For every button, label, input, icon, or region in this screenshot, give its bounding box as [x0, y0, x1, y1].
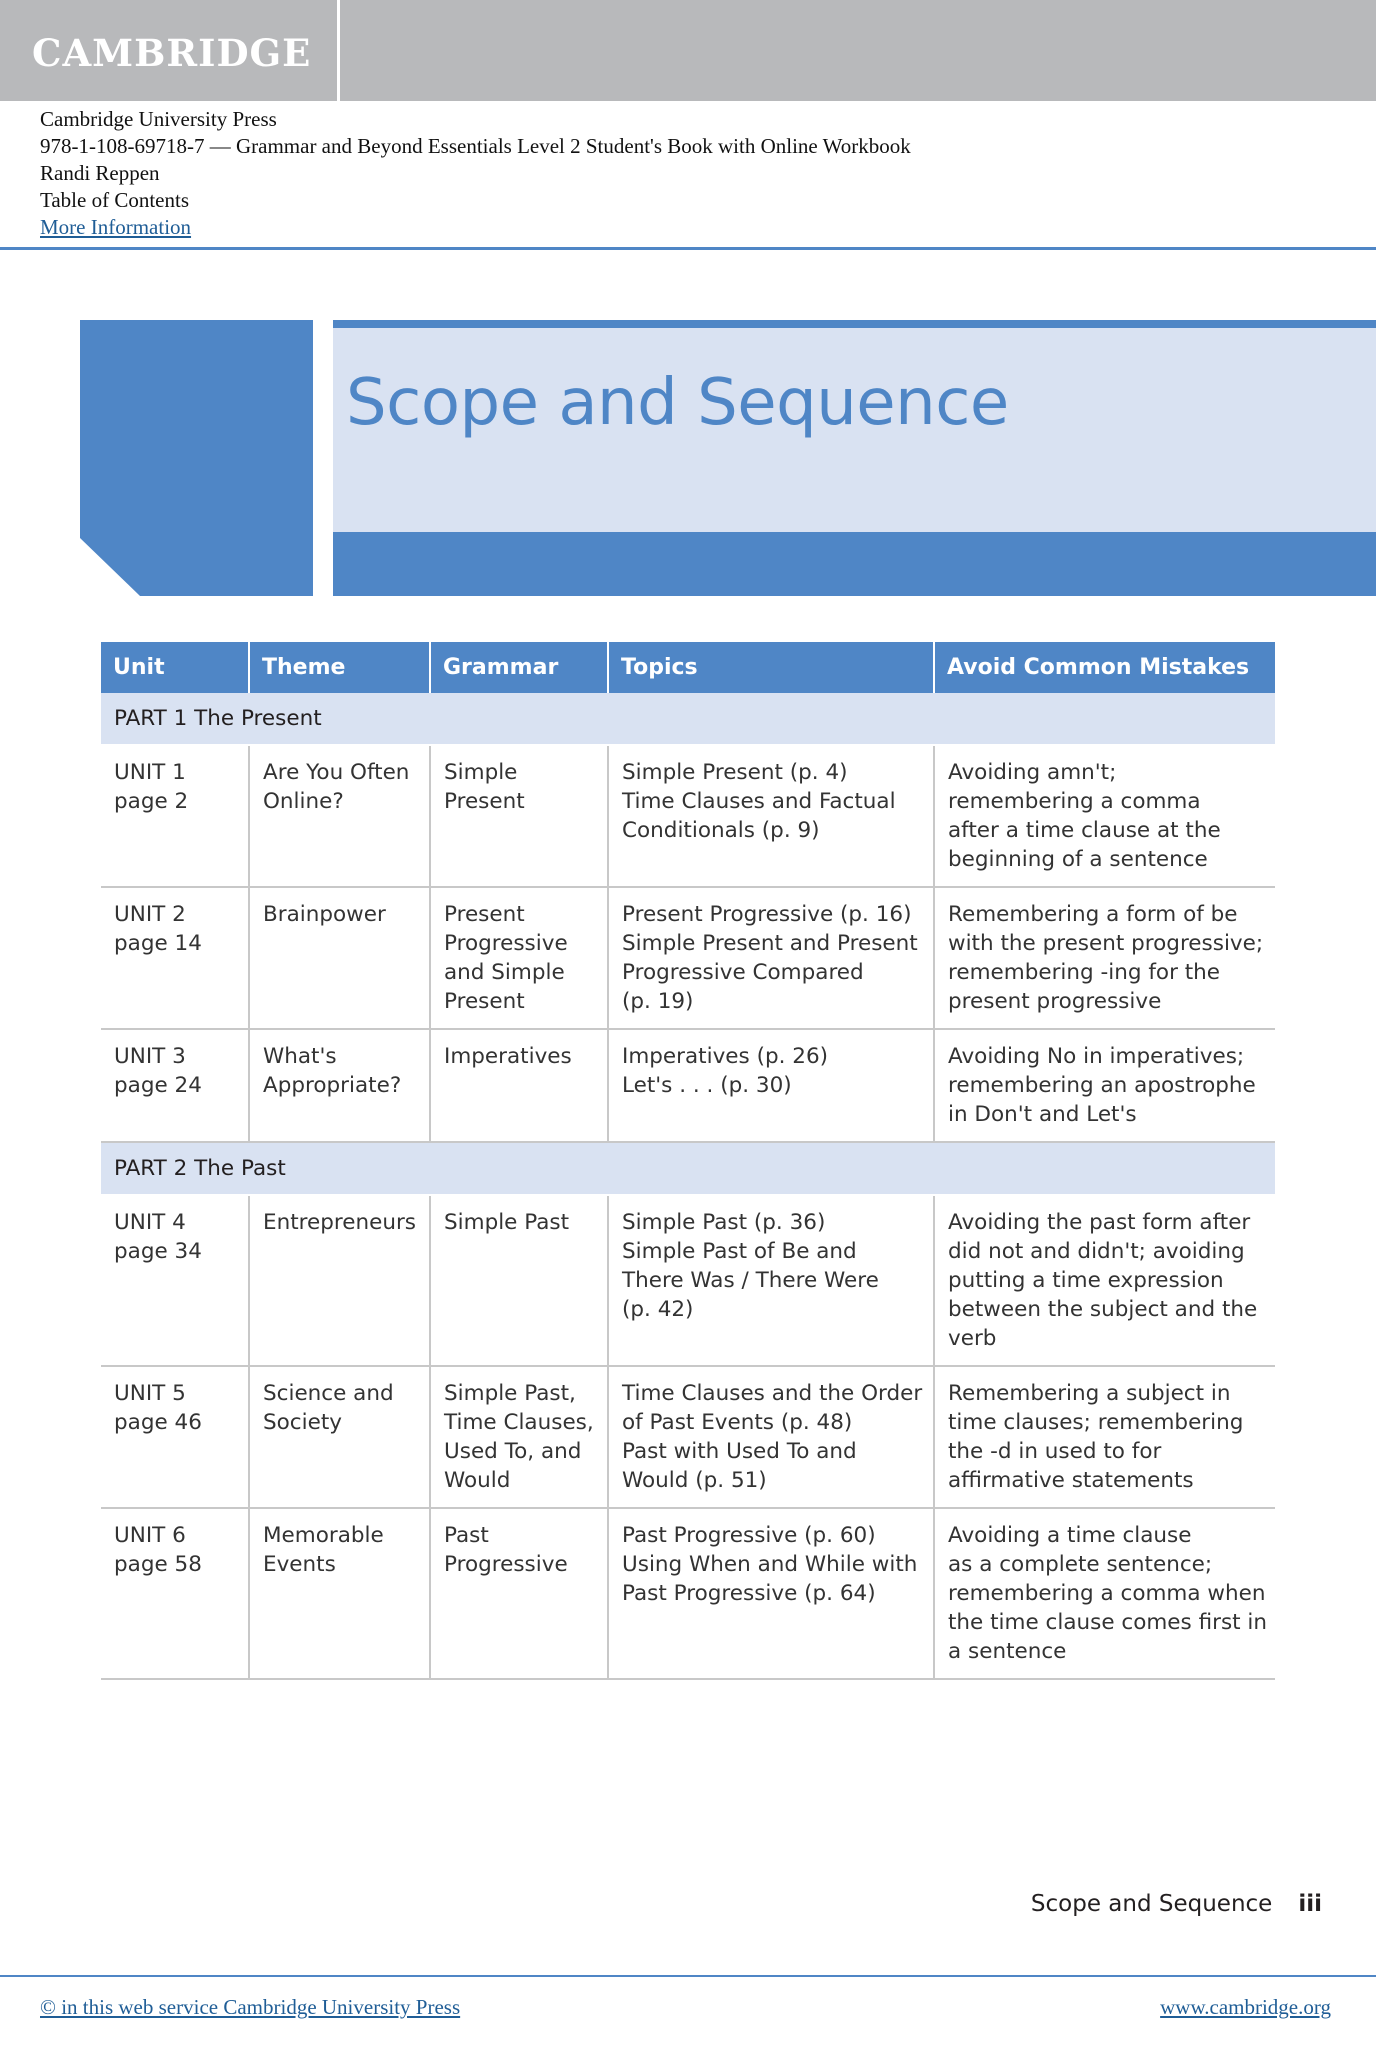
theme-line: Appropriate? [263, 1073, 402, 1098]
header-theme: Theme [249, 642, 430, 693]
grammar-line: Simple Past [444, 1210, 570, 1235]
mistakes-line: Avoiding a time clause [948, 1523, 1192, 1548]
unit-label: UNIT 4 [114, 1210, 186, 1235]
copyright-link[interactable]: © in this web service Cambridge University Press [40, 1995, 461, 2019]
topics-cell [608, 887, 934, 1029]
grammar-cell [430, 1508, 608, 1679]
grammar-line: Present [444, 902, 525, 927]
header-topics: Topics [608, 642, 934, 693]
mistakes-line: present progressive [948, 989, 1162, 1014]
mistakes-cell [934, 1366, 1275, 1508]
theme-cell [249, 1029, 430, 1142]
unit-page: page 58 [114, 1552, 202, 1577]
topics-line: Using When and While with [622, 1552, 918, 1577]
theme-cell [249, 1366, 430, 1508]
theme-line: Are You Often [263, 760, 410, 785]
unit-label: UNIT 1 [114, 760, 186, 785]
part-label: PART 1 The Present [101, 693, 1275, 745]
theme-line: Entrepreneurs [263, 1210, 416, 1235]
mistakes-line: Remembering a form of be [948, 902, 1238, 927]
mistakes-line: affirmative statements [948, 1468, 1194, 1493]
header-unit: Unit [101, 642, 249, 693]
author-line: Randi Reppen [40, 161, 160, 185]
grammar-cell [430, 1029, 608, 1142]
grammar-line: Progressive [444, 1552, 568, 1577]
mistakes-line: as a complete sentence; [948, 1552, 1213, 1577]
page-number: iii [1298, 1891, 1322, 1917]
topics-line: Past Progressive (p. 64) [622, 1581, 876, 1606]
theme-line: Memorable [263, 1523, 384, 1548]
unit-label: UNIT 6 [114, 1523, 186, 1548]
theme-cell [249, 1508, 430, 1679]
topics-cell [608, 1508, 934, 1679]
footer-divider [0, 1975, 1376, 1977]
grammar-cell [430, 1195, 608, 1366]
header-grammar: Grammar [430, 642, 608, 693]
grammar-cell [430, 1366, 608, 1508]
unit-cell [101, 1508, 249, 1679]
grammar-cell [430, 887, 608, 1029]
header-divider [0, 247, 1376, 250]
grammar-line: and Simple [444, 960, 565, 985]
unit-label: UNIT 5 [114, 1381, 186, 1406]
theme-line: Science and [263, 1381, 394, 1406]
page-title: Scope and Sequence [346, 366, 1009, 440]
grammar-line: Past [444, 1523, 489, 1548]
topics-cell [608, 1195, 934, 1366]
mistakes-line: Remembering a subject in [948, 1381, 1231, 1406]
theme-cell [249, 1195, 430, 1366]
unit-page: page 14 [114, 931, 202, 956]
topics-line: of Past Events (p. 48) [622, 1410, 853, 1435]
topics-cell [608, 1029, 934, 1142]
topics-cell [608, 1366, 934, 1508]
unit-cell [101, 745, 249, 887]
mistakes-cell [934, 1195, 1275, 1366]
grammar-line: Present [444, 789, 525, 814]
grammar-line: Time Clauses, [444, 1410, 594, 1435]
theme-line: Online? [263, 789, 344, 814]
grammar-cell [430, 745, 608, 887]
banner-accent-block [80, 320, 313, 596]
publisher-line: Cambridge University Press [40, 107, 277, 131]
theme-line: Society [263, 1410, 342, 1435]
mistakes-line: verb [948, 1326, 997, 1351]
topics-line: Simple Past of Be and [622, 1239, 857, 1264]
mistakes-cell [934, 745, 1275, 887]
unit-page: page 24 [114, 1073, 202, 1098]
topics-line: Past Progressive (p. 60) [622, 1523, 876, 1548]
grammar-line: Imperatives [444, 1044, 572, 1069]
mistakes-line: remembering an apostrophe [948, 1073, 1256, 1098]
topics-line: Conditionals (p. 9) [622, 818, 820, 843]
unit-label: UNIT 2 [114, 902, 186, 927]
unit-cell [101, 1366, 249, 1508]
mistakes-line: the time clause comes first in [948, 1610, 1268, 1635]
mistakes-line: Avoiding the past form after [948, 1210, 1251, 1235]
logo-box [0, 0, 340, 101]
table-row [101, 1195, 1275, 1366]
table-row [101, 1029, 1275, 1142]
banner-top-stripe [333, 320, 1376, 328]
part-row [101, 1142, 1275, 1195]
table-header-row [101, 642, 1275, 693]
book-metadata [40, 106, 911, 241]
theme-line: Brainpower [263, 902, 386, 927]
scope-sequence-table [101, 642, 1275, 1680]
mistakes-line: Avoiding amn't; [948, 760, 1117, 785]
grammar-line: Simple [444, 760, 518, 785]
mistakes-cell [934, 887, 1275, 1029]
topics-line: Past with Used To and [622, 1439, 857, 1464]
website-link[interactable]: www.cambridge.org [1160, 1995, 1331, 2019]
table-row [101, 1508, 1275, 1679]
unit-label: UNIT 3 [114, 1044, 186, 1069]
mistakes-line: with the present progressive; [948, 931, 1264, 956]
unit-page: page 34 [114, 1239, 202, 1264]
mistakes-line: after a time clause at the [948, 818, 1221, 843]
table-body [101, 693, 1275, 1679]
mistakes-line: the -d in used to for [948, 1439, 1162, 1464]
isbn-title-line: 978-1-108-69718-7 — Grammar and Beyond Essentials Level 2 Student's Book with Online Workbook [40, 134, 911, 158]
grammar-line: Would [444, 1468, 511, 1493]
mistakes-line: putting a time expression [948, 1268, 1224, 1293]
unit-cell [101, 1029, 249, 1142]
cambridge-logo[interactable]: CAMBRIDGE [32, 31, 312, 75]
topics-line: Simple Present and Present [622, 931, 918, 956]
topics-line: (p. 19) [622, 989, 694, 1014]
mistakes-line: Avoiding No in imperatives; [948, 1044, 1245, 1069]
topics-line: Simple Past (p. 36) [622, 1210, 826, 1235]
unit-page: page 2 [114, 789, 189, 814]
part-row [101, 693, 1275, 745]
table-row [101, 1366, 1275, 1508]
grammar-line: Progressive [444, 931, 568, 956]
brand-bar [0, 0, 1376, 101]
topics-line: Present Progressive (p. 16) [622, 902, 912, 927]
mistakes-line: remembering a comma [948, 789, 1201, 814]
unit-cell [101, 887, 249, 1029]
mistakes-cell [934, 1508, 1275, 1679]
topics-line: Progressive Compared [622, 960, 864, 985]
more-information-link[interactable]: More Information [40, 215, 192, 239]
topics-line: Imperatives (p. 26) [622, 1044, 829, 1069]
mistakes-line: in Don't and Let's [948, 1102, 1137, 1127]
section-line: Table of Contents [40, 188, 189, 212]
mistakes-line: a sentence [948, 1639, 1067, 1664]
table-row [101, 745, 1275, 887]
topics-cell [608, 745, 934, 887]
part-label: PART 2 The Past [101, 1142, 1275, 1195]
mistakes-line: between the subject and the [948, 1297, 1258, 1322]
table-row [101, 887, 1275, 1029]
grammar-line: Present [444, 989, 525, 1014]
mistakes-line: did not and didn't; avoiding [948, 1239, 1245, 1264]
topics-line: Time Clauses and Factual [622, 789, 896, 814]
topics-line: Simple Present (p. 4) [622, 760, 848, 785]
grammar-line: Simple Past, [444, 1381, 576, 1406]
theme-cell [249, 745, 430, 887]
unit-cell [101, 1195, 249, 1366]
header-avoid-common-mistakes: Avoid Common Mistakes [934, 642, 1275, 693]
grammar-line: Used To, and [444, 1439, 582, 1464]
banner-bottom-stripe [333, 532, 1376, 596]
topics-line: Time Clauses and the Order [622, 1381, 923, 1406]
mistakes-line: remembering -ing for the [948, 960, 1221, 985]
topics-line: There Was / There Were [622, 1268, 879, 1293]
running-title: Scope and Sequence [1030, 1891, 1273, 1917]
topics-line: Let's . . . (p. 30) [622, 1073, 792, 1098]
topics-line: (p. 42) [622, 1297, 694, 1322]
mistakes-cell [934, 1029, 1275, 1142]
mistakes-line: remembering a comma when [948, 1581, 1266, 1606]
folio [1031, 1891, 1322, 1917]
theme-cell [249, 887, 430, 1029]
mistakes-line: time clauses; remembering [948, 1410, 1244, 1435]
theme-line: Events [263, 1552, 336, 1577]
theme-line: What's [263, 1044, 337, 1069]
mistakes-line: beginning of a sentence [948, 847, 1208, 872]
unit-page: page 46 [114, 1410, 202, 1435]
topics-line: Would (p. 51) [622, 1468, 767, 1493]
